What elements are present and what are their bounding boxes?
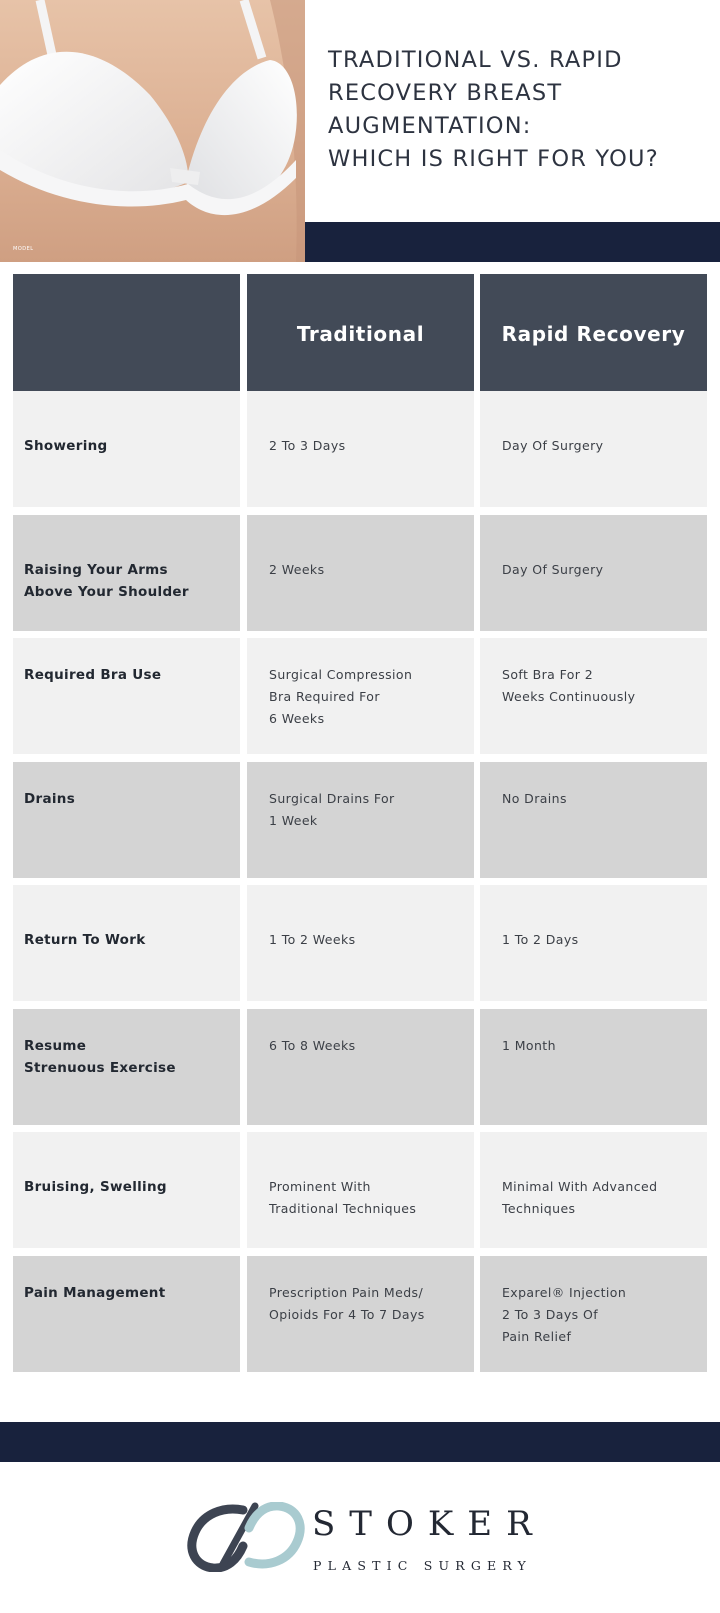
footer: [0, 1462, 720, 1613]
rapid-recovery-value-line: Pain Relief: [502, 1329, 572, 1344]
traditional-value-line: Prominent With: [269, 1179, 371, 1194]
rapid-recovery-value-line: Day Of Surgery: [502, 562, 604, 577]
row-label: [13, 1132, 240, 1248]
stoker-logo-icon: [183, 1502, 308, 1572]
rapid-recovery-value: [480, 1009, 707, 1125]
traditional-value-line: Traditional Techniques: [269, 1201, 417, 1216]
traditional-value: [247, 1132, 474, 1248]
traditional-value: [247, 1009, 474, 1125]
row-label-line: Required Bra Use: [24, 667, 162, 683]
hero-section: [0, 0, 720, 262]
rapid-recovery-value-line: Minimal With Advanced: [502, 1179, 658, 1194]
row-label: [13, 885, 240, 1001]
traditional-value: [247, 638, 474, 754]
traditional-value: [247, 1256, 474, 1372]
traditional-value-line: 1 To 2 Weeks: [269, 932, 356, 947]
rapid-recovery-value: [480, 638, 707, 754]
rapid-recovery-value: [480, 762, 707, 878]
row-label-line: Bruising, Swelling: [24, 1179, 167, 1195]
traditional-value: [247, 885, 474, 1001]
title-line: RECOVERY BREAST: [328, 80, 563, 106]
traditional-value: [247, 391, 474, 507]
traditional-value-line: 2 To 3 Days: [269, 438, 346, 453]
title-line: AUGMENTATION:: [328, 113, 532, 139]
traditional-value: [247, 762, 474, 878]
traditional-value-line: 2 Weeks: [269, 562, 325, 577]
rapid-recovery-value: [480, 515, 707, 631]
rapid-recovery-value: [480, 885, 707, 1001]
title-line: TRADITIONAL VS. RAPID: [328, 47, 623, 73]
row-label-line: Strenuous Exercise: [24, 1060, 176, 1076]
header-blank-cell: [13, 274, 240, 394]
header-traditional: Traditional: [247, 274, 474, 394]
row-label-line: Pain Management: [24, 1285, 166, 1301]
rapid-recovery-value-line: Exparel® Injection: [502, 1285, 627, 1300]
row-label-line: Drains: [24, 791, 76, 807]
row-label: [13, 762, 240, 878]
traditional-value-line: 6 To 8 Weeks: [269, 1038, 356, 1053]
traditional-value-line: Bra Required For: [269, 689, 380, 704]
rapid-recovery-value-line: Weeks Continuously: [502, 689, 636, 704]
traditional-value-line: 1 Week: [269, 813, 318, 828]
traditional-value-line: Surgical Compression: [269, 667, 413, 682]
brand-name: STOKER: [312, 1504, 546, 1544]
rapid-recovery-value-line: Soft Bra For 2: [502, 667, 594, 682]
row-label-line: Return To Work: [24, 932, 146, 948]
traditional-value-line: 6 Weeks: [269, 711, 325, 726]
row-label-line: Above Your Shoulder: [24, 584, 189, 600]
row-label: [13, 638, 240, 754]
row-label: [13, 515, 240, 631]
row-label-line: Resume: [24, 1038, 87, 1054]
row-label: [13, 1256, 240, 1372]
row-label-line: Showering: [24, 438, 108, 454]
rapid-recovery-value: [480, 1256, 707, 1372]
brand-tagline: PLASTIC SURGERY: [313, 1558, 533, 1573]
bra-illustration: [0, 0, 305, 262]
header-rapid-recovery: Rapid Recovery: [480, 274, 707, 394]
traditional-value-line: Opioids For 4 To 7 Days: [269, 1307, 425, 1322]
rapid-recovery-value-line: 1 To 2 Days: [502, 932, 579, 947]
traditional-value-line: Surgical Drains For: [269, 791, 395, 806]
photo-label: MODEL: [13, 246, 34, 252]
title-line: WHICH IS RIGHT FOR YOU?: [328, 146, 659, 172]
traditional-value-line: Prescription Pain Meds/: [269, 1285, 424, 1300]
rapid-recovery-value-line: 1 Month: [502, 1038, 556, 1053]
rapid-recovery-value-line: 2 To 3 Days Of: [502, 1307, 598, 1322]
row-label-line: Raising Your Arms: [24, 562, 168, 578]
rapid-recovery-value-line: No Drains: [502, 791, 567, 806]
rapid-recovery-value-line: Techniques: [502, 1201, 576, 1216]
row-label: [13, 391, 240, 507]
rapid-recovery-value: [480, 391, 707, 507]
model-photo: [0, 0, 305, 262]
page-title: [328, 44, 708, 176]
footer-divider-band: [0, 1422, 720, 1462]
hero-divider-band: [305, 222, 720, 262]
row-label: [13, 1009, 240, 1125]
rapid-recovery-value: [480, 1132, 707, 1248]
comparison-table: [0, 262, 720, 1422]
rapid-recovery-value-line: Day Of Surgery: [502, 438, 604, 453]
traditional-value: [247, 515, 474, 631]
